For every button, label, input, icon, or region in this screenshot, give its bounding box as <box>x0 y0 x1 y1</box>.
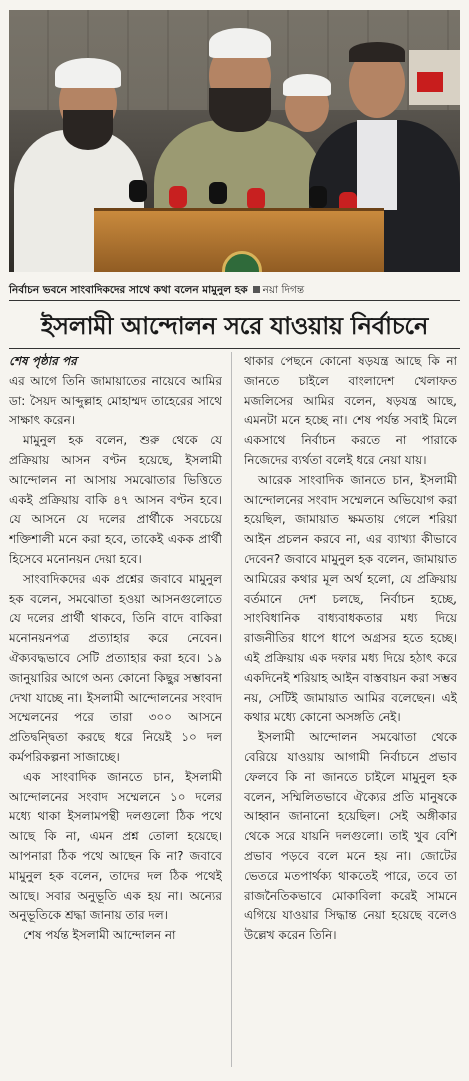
article-column-left <box>9 352 222 1072</box>
microphone <box>129 180 147 202</box>
microphone <box>247 188 265 210</box>
microphone <box>209 182 227 204</box>
caption-rule <box>9 300 460 301</box>
headline-rule <box>9 348 460 349</box>
paragraph: আরেক সাংবাদিক জানতে চান, ইসলামী আন্দোলনের সংবাদ সম্মেলনে অভিযোগ করা হয়েছিল, জামায়াত ক্ষমতায় গেলে শরিয়া আইন প্রচলন করবে না, এর ব্যাখ্যা কীভাবে দেবেন? জবাবে মামুনুল হক বলেন, জামায়াত আমিরের কথার মূল অর্থ হলো, যে প্রক্রিয়ায় বর্তমানে দেশ চলছে, নির্বাচন হচ্ছে, সাংবিধানিক বাধ্যবাধকতার মধ্য দিয়ে রাজনীতির ধাপে ধাপে অগ্রসর হতে হচ্ছে। এই প্রক্রিয়ায় এক দফার মধ্য দিয়ে হঠাৎ করে একদিনেই শরিয়াহ আইন বাস্তবায়ন করা সম্ভব নয়, সেটিই জামায়াত আমির বলেছেন। এই কথার মধ্যে কোনো অসঙ্গতি নেই। <box>244 472 457 725</box>
person-beard <box>63 110 113 150</box>
caption-text: নির্বাচন ভবনে সাংবাদিকদের সাথে কথা বলেন মামুনুল হক <box>9 284 248 296</box>
person-beard <box>209 88 271 132</box>
continuation-label: শেষ পৃষ্ঠার পর <box>9 354 77 368</box>
microphone <box>169 186 187 208</box>
paragraph: এক সাংবাদিক জানতে চান, ইসলামী আন্দোলনের সংবাদ সম্মেলনে ১০ দলের মধ্যে থাকা ইসলামপন্থী দলগুলো ঠিক পথে আছে কি না, এমন প্রশ্ন তোলা হয়েছে। আপনারা ঠিক পথে আছেন কি না? জবাবে মামুনুল হক বলেন, তাদের দল ঠিক পথেই আছে। সবার অনুভূতি এক হয় না। অন্যের অনুভূতিকে শ্রদ্ধা জানায় তার দল। <box>9 769 222 923</box>
press-conference-photo <box>9 10 460 272</box>
square-bullet-icon <box>253 286 260 293</box>
photo-caption <box>9 282 460 298</box>
column-divider <box>231 352 232 1067</box>
podium-emblem-icon <box>222 251 262 272</box>
paragraph: এর আগে তিনি জামায়াতের নায়েবে আমির ডা: সৈয়দ আব্দুল্লাহ মোহাম্মদ তাহেরের সাথে সাক্ষাৎ করেন। <box>9 373 222 428</box>
person-cap <box>209 28 271 58</box>
paragraph: সাংবাদিকদের এক প্রশ্নের জবাবে মামুনুল হক বলেন, সমঝোতা হওয়া আসনগুলোতে যে দলের প্রার্থী থাকবে, তিনি বাদে বাকিরা মনোনয়নপত্র প্রত্যাহার করে নেবেন। ঐক্যবদ্ধভাবে সেটি প্রত্যাহার করা হবে। ১৯ জানুয়ারির আগে অন্য কোনো কিছুর সম্ভাবনা দেখা যাচ্ছে না। ইসলামী আন্দোলনের সংবাদ সম্মেলনের পরে তারা ৩০০ আসনে প্রতিদ্বন্দ্বিতা করছে ধরে নিয়েই ১০ দল কর্মপরিকল্পনা সাজাচ্ছে। <box>9 571 222 764</box>
person-shirt <box>357 120 397 210</box>
article-column-right <box>244 352 457 1072</box>
photo-podium <box>94 208 384 272</box>
person-hair <box>349 42 405 62</box>
microphone <box>309 186 327 208</box>
paragraph: শেষ পর্যন্ত ইসলামী আন্দোলন না <box>23 928 176 943</box>
paragraph: ইসলামী আন্দোলন সমঝোতা থেকে বেরিয়ে যাওয়ায় আগামী নির্বাচনে প্রভাব ফেলবে কি না জানতে চাইলে মামুনুল হক বলেন, সম্মিলিতভাবে ঐক্যের প্রতি মানুষকে আহ্বান জানানো হয়েছিল। সেই অঙ্গীকার থেকে সরে যায়নি দলগুলো। তাই খুব বেশি প্রভাব পড়বে বলে মনে হয় না। জোটের ভেতরে মতপার্থক্য থাকতেই পারে, তবে তা রাজনৈতিকভাবে মোকাবিলা করেই সামনে এগিয়ে যাওয়ার সিদ্ধান্ত নেয়া হয়েছে বলেও উল্লেখ করেন তিনি। <box>244 730 457 943</box>
caption-source: নয়া দিগন্ত <box>262 284 305 296</box>
paragraph: থাকার পেছনে কোনো ষড়যন্ত্র আছে কি না জানতে চাইলে বাংলাদেশ খেলাফত মজলিসের আমির বলেন, ষড়যন্ত্র আছে, এমনটা মনে হচ্ছে না। শেষ পর্যন্ত সবাই মিলে একসাথে নির্বাচন করতে না পারাকে নিজেদের ব্যর্থতা বলেই ধরে নেয়া যায়। <box>244 354 457 467</box>
paragraph: মামুনুল হক বলেন, শুরু থেকে যে প্রক্রিয়ায় আসন বণ্টন হয়েছে, ইসলামী আন্দোলন না আসায় সমঝোতার ভিত্তিতে একই প্রক্রিয়ায় বাকি ৪৭ আসন বণ্টন হবে। যে আসনে যে দলের প্রার্থীকে সবচেয়ে শক্তিশালী মনে করা হবে, তাকেই একক প্রার্থী হিসেবে মনোনয়ন দেয়া হবে। <box>9 433 222 566</box>
person-cap <box>55 58 121 88</box>
headline: ইসলামী আন্দোলন সরে যাওয়ায় নির্বাচনে <box>40 312 429 340</box>
